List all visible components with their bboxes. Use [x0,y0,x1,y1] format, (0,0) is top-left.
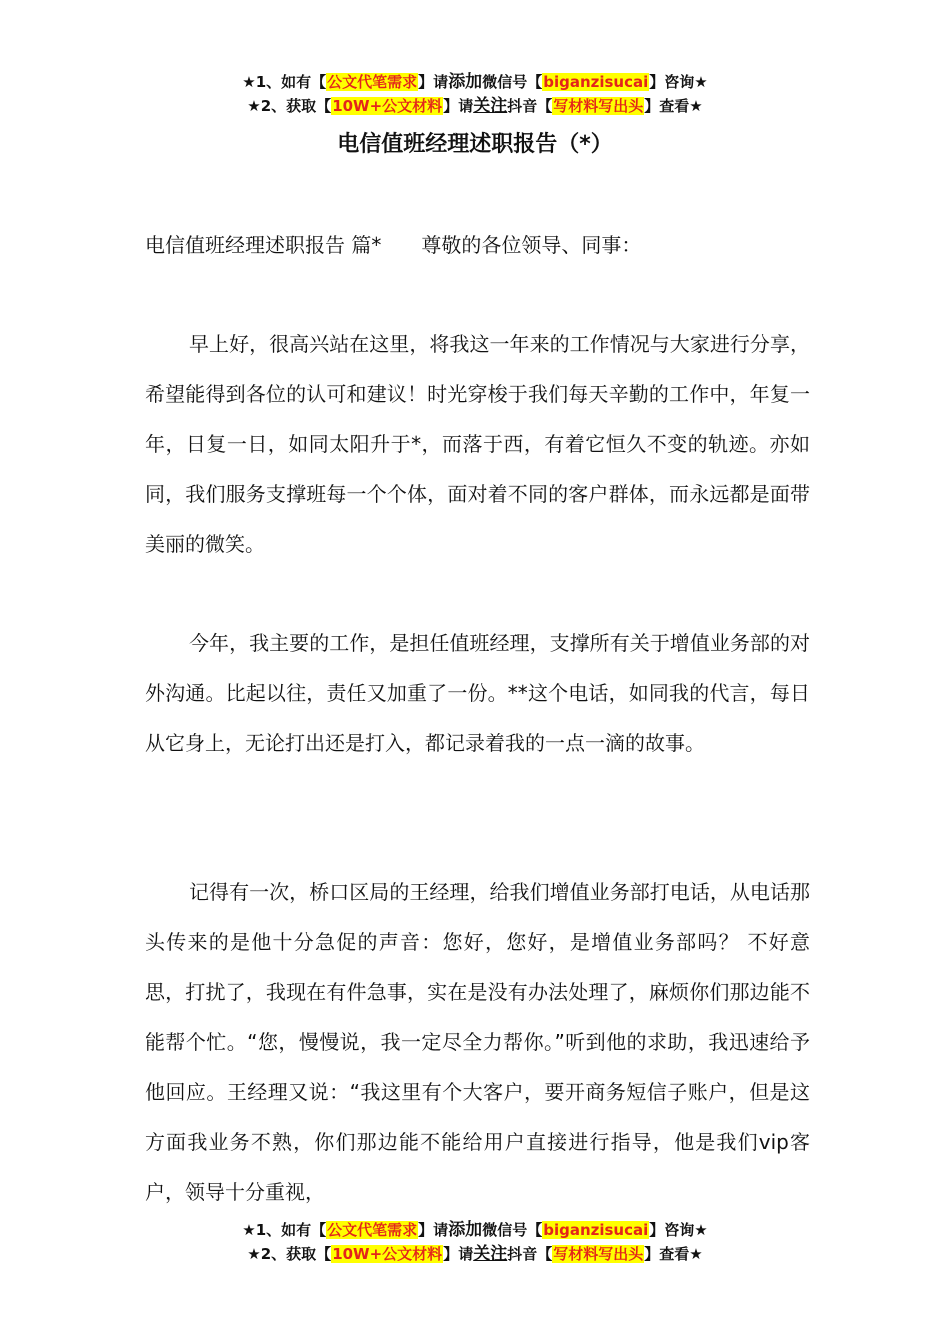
banner-line-2 [0,94,950,118]
banner-text: 】咨询★ [649,73,708,91]
banner-text: ★1、如有【 [242,73,327,91]
document-title: 电信值班经理述职报告（*） [337,132,613,157]
body-paragraph: 早上好，很高兴站在这里，将我这一年来的工作情况与大家进行分享，希望能得到各位的认可和建议！时光穿梭于我们每天辛勤的工作中，年复一年，日复一日，如同太阳升于*，而落于西，有着它恒久不变的轨迹。亦如同，我们服务支撑班每一个个体，面对着不同的客户群体，而永远都是面带美丽的微笑。 [145,332,810,556]
subtitle-line [145,228,641,262]
banner-highlight-douyin-name: 写材料写出头 [553,97,644,115]
banner-text: ★2、获取【 [247,97,332,115]
banner-text: 微信号【 [482,73,543,91]
banner-line-1 [0,70,950,94]
banner-text: 】请 [418,73,449,91]
banner-highlight: 公文代笔需求 [327,73,418,91]
banner-text: 抖音【 [507,1245,553,1263]
report-heading: 电信值班经理述职报告 篇* [145,233,382,257]
banner-highlight: 公文代笔需求 [327,1221,418,1239]
banner-highlight-douyin-name: 写材料写出头 [553,1245,644,1263]
banner-highlight-wechat-id: biganzisucai [543,73,649,91]
banner-text: 微信号【 [482,1221,543,1239]
banner-highlight-wechat-id: biganzisucai [543,1221,649,1239]
banner-emphasis: 添加 [448,72,483,92]
footer-banner [0,1218,950,1266]
banner-line-1 [0,1218,950,1242]
body-paragraph: 记得有一次，桥口区局的王经理，给我们增值业务部打电话，从电话那头传来的是他十分急促的声音：您好，您好，是增值业务部吗？ 不好意思，打扰了，我现在有件急事，实在是没有办法处理了，麻烦你们那边能不能帮个忙。“您，慢慢说，我一定尽全力帮你。”听到他的求助，我迅速给予他回应。王经理又说：“我这里有个大客户，要开商务短信子账户，但是这方面我业务不熟，你们那边能不能给用户直接进行指导，他是我们vip客户，领导十分重视， [145,880,810,1204]
header-banner [0,70,950,118]
salutation: 尊敬的各位领导、同事： [421,233,642,257]
banner-highlight: 10W+公文材料 [332,97,443,115]
banner-text: 】咨询★ [649,1221,708,1239]
banner-highlight: 10W+公文材料 [332,1245,443,1263]
banner-emphasis: 添加 [448,1220,483,1240]
banner-text: 抖音【 [507,97,553,115]
banner-text: ★2、获取【 [247,1245,332,1263]
body-paragraph: 今年，我主要的工作，是担任值班经理，支撑所有关于增值业务部的对外沟通。比起以往，责任又加重了一份。**这个电话，如同我的代言，每日从它身上，无论打出还是打入，都记录着我的一点一滴的故事。 [145,631,810,755]
banner-text: 】请 [443,1245,474,1263]
banner-text: ★1、如有【 [242,1221,327,1239]
banner-emphasis: 关注 [473,1244,508,1264]
banner-text: 】请 [418,1221,449,1239]
banner-text: 】查看★ [644,97,703,115]
banner-emphasis: 关注 [473,96,508,116]
banner-text: 】查看★ [644,1245,703,1263]
banner-text: 】请 [443,97,474,115]
banner-line-2 [0,1242,950,1266]
